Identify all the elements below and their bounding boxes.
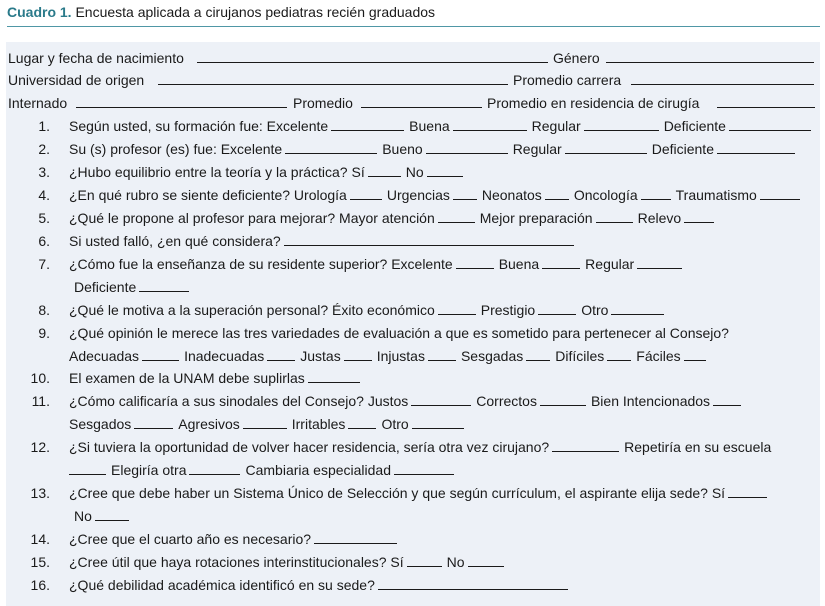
question-row [0,230,825,252]
option-label: Regular [531,118,581,134]
question-text [69,390,741,412]
question-text [69,253,682,275]
answer-blank[interactable] [565,138,647,154]
question-text [69,436,771,458]
option-label: Inadecuadas [184,348,265,364]
option-label: ¿Hubo equilibrio entre la teoría y la práctica? Sí [69,164,365,180]
question-text [69,574,568,596]
answer-blank[interactable] [468,551,504,567]
option-label: Su (s) profesor (es) fue: Excelente [69,141,283,157]
answer-blank[interactable] [350,184,382,200]
field-promedio-residencia[interactable] [717,92,815,108]
answer-blank[interactable] [407,551,442,567]
answer-blank[interactable] [542,253,580,269]
answer-blank[interactable] [412,413,464,429]
answer-blank[interactable] [368,161,401,177]
option-label: Mejor preparación [479,210,593,226]
option-label: No [405,164,424,180]
option-label: Deficiente [74,279,137,295]
field-internado[interactable] [76,92,287,108]
answer-blank[interactable] [331,115,404,131]
question-text [69,138,795,160]
answer-blank[interactable] [427,161,463,177]
option-label: ¿Qué le propone al profesor para mejorar? Mayor atención [69,210,435,226]
question-text [69,413,464,435]
answer-blank[interactable] [717,138,795,154]
answer-blank[interactable] [713,390,741,406]
option-label: Injustas [376,348,425,364]
option-label: Irritables [291,416,346,432]
answer-blank[interactable] [728,482,767,498]
option-label: Regular [512,141,562,157]
question-number: 15. [30,554,50,570]
answer-blank[interactable] [267,345,295,361]
option-label: No [74,508,92,524]
answer-blank[interactable] [637,253,682,269]
option-label: Traumatismo [675,187,757,203]
answer-blank[interactable] [596,207,633,223]
question-number: 12. [30,439,50,455]
question-row [0,551,825,573]
option-label: Otro [381,416,409,432]
question-number: 11. [31,393,50,409]
answer-blank[interactable] [285,138,377,154]
header-row [0,92,825,114]
answer-blank[interactable] [314,528,397,544]
option-label: El examen de la UNAM debe suplirlas [69,370,305,386]
option-label: Regular [585,256,635,272]
question-number: 9. [38,325,50,341]
question-text [69,482,767,504]
answer-blank[interactable] [540,390,586,406]
option-label: Neonatos [481,187,542,203]
answer-blank[interactable] [538,299,576,315]
answer-blank[interactable] [684,345,706,361]
question-row [0,505,825,527]
option-label: Deficiente [651,141,714,157]
option-label: No [446,554,465,570]
question-row [0,574,825,596]
answer-blank[interactable] [394,459,454,475]
question-row [0,367,825,389]
option-label: Buena [498,256,540,272]
option-label: Prestigio [480,302,536,318]
option-label: Bueno [382,141,423,157]
header-row [0,47,825,69]
option-label: ¿Cómo calificaría a sus sinodales del Consejo? Justos [69,393,409,409]
option-label: Bien Intencionados [590,393,711,409]
question-text [69,322,729,344]
answer-blank[interactable] [284,230,574,246]
answer-blank[interactable] [611,299,664,315]
option-label: ¿Cree útil que haya rotaciones interinstitucionales? Sí [69,554,404,570]
field-genero[interactable] [606,47,814,63]
question-text [69,367,360,389]
caption-text: Encuesta aplicada a cirujanos pediatras recién graduados [75,4,436,20]
option-label: Sesgados [69,416,132,432]
label-promedio-carrera: Promedio carrera [513,72,622,88]
answer-blank[interactable] [243,413,287,429]
question-row [0,390,825,412]
question-text [69,345,706,367]
answer-blank[interactable] [139,276,189,292]
question-number: 10. [30,370,50,386]
question-row [0,322,825,344]
answer-blank[interactable] [729,115,811,131]
answer-blank[interactable] [684,207,714,223]
option-label: Fáciles [636,348,681,364]
option-label: ¿Cree que debe haber un Sistema Único de Selección y que según currículum, el aspirante elija sede? Sí [69,485,726,501]
option-label: ¿Qué le motiva a la superación personal? Éxito económico [69,302,435,318]
table-caption [7,3,435,21]
label-universidad: Universidad de origen [8,72,145,88]
label-internado: Internado [8,95,68,111]
question-number: 1. [38,118,50,134]
answer-blank[interactable] [526,345,550,361]
caption-rule [7,26,820,27]
option-label: ¿Qué opinión le merece las tres variedades de evaluación a que es sometido para pertenecer al Consejo? [69,325,729,341]
option-label: Repetiría en su escuela [624,439,772,455]
field-lugar-fecha[interactable] [197,47,548,63]
question-row [0,161,825,183]
question-row [0,436,825,458]
option-label: ¿En qué rubro se siente deficiente? Urología [69,187,347,203]
question-row [0,299,825,321]
answer-blank[interactable] [453,115,527,131]
question-number: 8. [38,302,50,318]
answer-blank[interactable] [428,345,456,361]
option-label: Buena [409,118,450,134]
option-label: Deficiente [663,118,726,134]
answer-blank[interactable] [760,184,800,200]
answer-blank[interactable] [453,184,477,200]
answer-blank[interactable] [438,207,475,223]
answer-blank[interactable] [189,459,240,475]
question-number: 13. [30,485,50,501]
answer-blank[interactable] [134,413,173,429]
option-label: Oncología [573,187,638,203]
question-text [69,230,574,252]
question-row [0,482,825,504]
answer-blank[interactable] [456,253,494,269]
option-label: Si usted falló, ¿en qué considera? [69,233,281,249]
option-label: Relevo [637,210,682,226]
option-label: Según usted, su formación fue: Excelente [69,118,329,134]
question-row [0,207,825,229]
option-label: ¿Qué debilidad académica identificó en su sede? [69,577,375,593]
answer-blank[interactable] [545,184,569,200]
answer-blank[interactable] [607,345,631,361]
option-label: Elegiría otra [111,462,187,478]
option-label: Sesgadas [460,348,524,364]
option-label: Urgencias [386,187,450,203]
question-text [74,505,129,527]
question-text [69,161,463,183]
question-text [69,299,664,321]
question-row [0,413,825,435]
question-text [74,276,189,298]
question-number: 14. [30,531,50,547]
answer-blank[interactable] [438,299,476,315]
answer-blank[interactable] [641,184,671,200]
question-number: 16. [30,577,50,593]
question-row [0,253,825,275]
label-promedio: Promedio [293,95,353,111]
option-label: Difíciles [555,348,605,364]
question-text [69,551,504,573]
field-promedio[interactable] [361,92,482,108]
answer-blank[interactable] [378,574,568,590]
question-number: 5. [38,210,50,226]
answer-blank[interactable] [95,505,129,521]
answer-blank[interactable] [552,436,619,452]
option-label: Agresivos [178,416,240,432]
option-label: ¿Cree que el cuarto año es necesario? [69,531,312,547]
field-promedio-carrera[interactable] [631,69,814,85]
question-number: 3. [38,164,50,180]
answer-blank[interactable] [308,367,360,383]
label-promedio-residencia: Promedio en residencia de cirugía [487,95,700,111]
option-label: ¿Si tuviera la oportunidad de volver hacer residencia, sería otra vez cirujano? [69,439,550,455]
question-row [0,528,825,550]
question-text [69,459,454,481]
question-row [0,115,825,137]
caption-label: Cuadro 1. [7,4,72,20]
answer-blank[interactable] [348,413,376,429]
question-row [0,138,825,160]
question-number: 7. [38,256,50,272]
answer-blank[interactable] [411,390,471,406]
field-universidad[interactable] [158,69,508,85]
question-row [0,345,825,367]
option-label: Cambiaria especialidad [245,462,392,478]
option-label: Adecuadas [69,348,140,364]
question-row [0,459,825,481]
question-number: 2. [38,141,50,157]
answer-blank[interactable] [344,345,372,361]
label-genero: Género [553,50,600,66]
question-text [69,207,714,229]
question-number: 4. [38,187,50,203]
question-text [69,528,397,550]
option-label: Otro [581,302,609,318]
option-label: ¿Cómo fue la enseñanza de su residente superior? Excelente [69,256,453,272]
question-number: 6. [38,233,50,249]
answer-blank[interactable] [584,115,659,131]
question-text [69,115,811,137]
header-row [0,69,825,91]
label-lugar-fecha: Lugar y fecha de nacimiento [8,50,184,66]
answer-blank[interactable] [426,138,508,154]
option-label: Justas [300,348,341,364]
question-row [0,276,825,298]
answer-blank[interactable] [69,459,106,475]
answer-blank[interactable] [142,345,179,361]
question-text [69,184,800,206]
option-label: Correctos [476,393,537,409]
question-row [0,184,825,206]
